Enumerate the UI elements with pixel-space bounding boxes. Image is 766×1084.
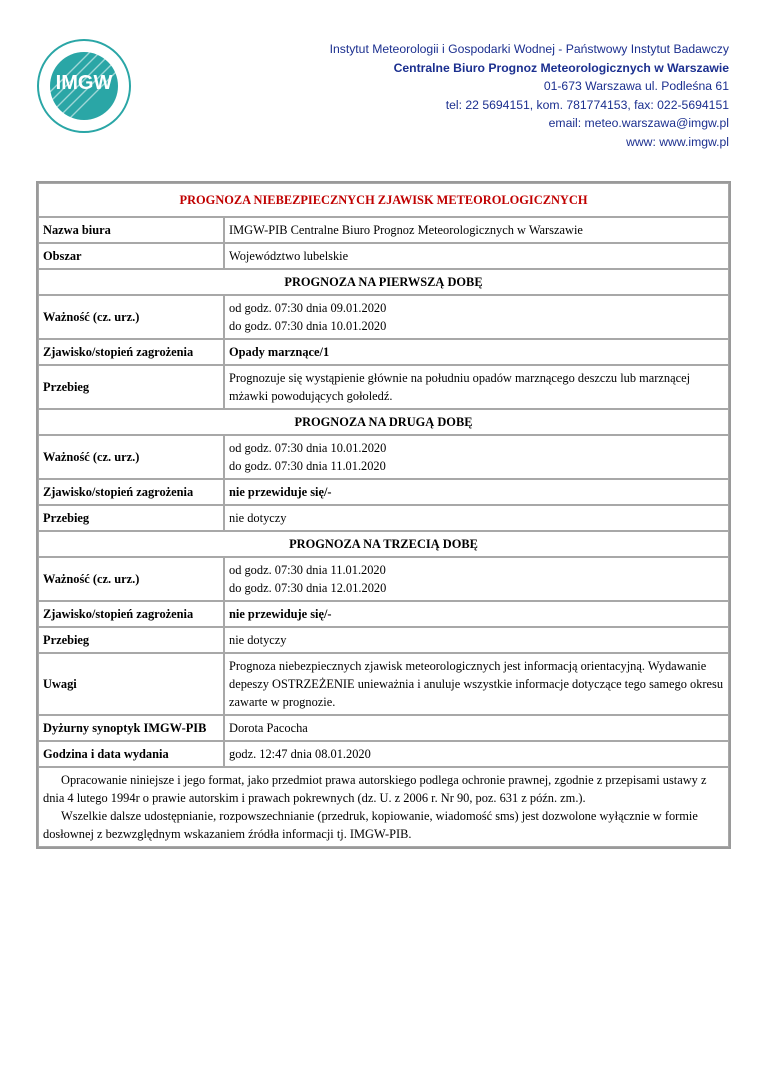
day2-validity-value xyxy=(224,435,729,479)
area-label: Obszar xyxy=(38,243,224,269)
day2-heading: PROGNOZA NA DRUGĄ DOBĘ xyxy=(38,409,729,435)
day1-course-label: Przebieg xyxy=(38,365,224,409)
day3-validity-from: od godz. 07:30 dnia 11.01.2020 xyxy=(229,563,386,577)
imgw-logo xyxy=(36,38,132,134)
issued-label: Godzina i data wydania xyxy=(38,741,224,767)
day1-heading: PROGNOZA NA PIERWSZĄ DOBĘ xyxy=(38,269,729,295)
issued-value: godz. 12:47 dnia 08.01.2020 xyxy=(224,741,729,767)
day1-validity-label: Ważność (cz. urz.) xyxy=(38,295,224,339)
synoptic-label: Dyżurny synoptyk IMGW-PIB xyxy=(38,715,224,741)
institute-header xyxy=(330,40,729,152)
document-title: PROGNOZA NIEBEZPIECZNYCH ZJAWISK METEOROLOGICZNYCH xyxy=(38,183,729,217)
day1-validity-to: do godz. 07:30 dnia 10.01.2020 xyxy=(229,319,387,333)
forecast-table xyxy=(36,181,731,849)
day3-course-value: nie dotyczy xyxy=(224,627,729,653)
day1-phenomenon-value: Opady marznące/1 xyxy=(224,339,729,365)
synoptic-value: Dorota Pacocha xyxy=(224,715,729,741)
email[interactable]: email: meteo.warszawa@imgw.pl xyxy=(548,116,729,131)
day2-phenomenon-label: Zjawisko/stopień zagrożenia xyxy=(38,479,224,505)
day2-validity-label: Ważność (cz. urz.) xyxy=(38,435,224,479)
day1-validity-from: od godz. 07:30 dnia 09.01.2020 xyxy=(229,301,387,315)
phone: tel: 22 5694151, kom. 781774153, fax: 022-5694151 xyxy=(445,97,729,112)
remarks-label: Uwagi xyxy=(38,653,224,715)
day3-phenomenon-label: Zjawisko/stopień zagrożenia xyxy=(38,601,224,627)
day1-course-value: Prognozuje się wystąpienie głównie na południu opadów marznącego deszczu lub marznącej mżawki powodujących gołoledź. xyxy=(224,365,729,409)
day3-validity-label: Ważność (cz. urz.) xyxy=(38,557,224,601)
office-name: Centralne Biuro Prognoz Meteorologicznych w Warszawie xyxy=(393,60,729,75)
day1-validity-value xyxy=(224,295,729,339)
office-label: Nazwa biura xyxy=(38,217,224,243)
day2-course-value: nie dotyczy xyxy=(224,505,729,531)
copyright-note xyxy=(38,767,729,847)
day2-course-label: Przebieg xyxy=(38,505,224,531)
address: 01-673 Warszawa ul. Podleśna 61 xyxy=(543,79,729,94)
day3-validity-value xyxy=(224,557,729,601)
remarks-value: Prognoza niebezpiecznych zjawisk meteorologicznych jest informacją orientacyjną. Wydawanie depeszy OSTRZEŻENIE unieważnia i anuluje wszystkie informacje dotyczące tego samego okresu zawarte w prognozie. xyxy=(224,653,729,715)
logo-text: IMGW xyxy=(55,72,113,94)
institute-name: Instytut Meteorologii i Gospodarki Wodnej - Państwowy Instytut Badawczy xyxy=(329,42,729,56)
website[interactable]: www: www.imgw.pl xyxy=(626,134,729,149)
day3-course-label: Przebieg xyxy=(38,627,224,653)
day3-validity-to: do godz. 07:30 dnia 12.01.2020 xyxy=(229,581,387,595)
day3-heading: PROGNOZA NA TRZECIĄ DOBĘ xyxy=(38,531,729,557)
copyright-paragraph-2: Wszelkie dalsze udostępnianie, rozpowszechnianie (przedruk, kopiowanie, wiadomość sms) jest dozwolone wyłącznie w formie dosłownej z bezwzględnym wskazaniem źródła informacji tj. IMGW-PIB. xyxy=(43,809,698,841)
area-value: Województwo lubelskie xyxy=(224,243,729,269)
day1-phenomenon-label: Zjawisko/stopień zagrożenia xyxy=(38,339,224,365)
office-value: IMGW-PIB Centralne Biuro Prognoz Meteorologicznych w Warszawie xyxy=(224,217,729,243)
day2-phenomenon-value: nie przewiduje się/- xyxy=(224,479,729,505)
copyright-paragraph-1: Opracowanie niniejsze i jego format, jako przedmiot prawa autorskiego podlega ochronie prawnej, zgodnie z przepisami ustawy z dnia 4 lutego 1994r o prawie autorskim i prawach pokrewnych (dz. U. z 2006 r. Nr 90, poz. 631 z późn. zm.). xyxy=(43,773,707,805)
day3-phenomenon-value: nie przewiduje się/- xyxy=(224,601,729,627)
day2-validity-from: od godz. 07:30 dnia 10.01.2020 xyxy=(229,441,387,455)
day2-validity-to: do godz. 07:30 dnia 11.01.2020 xyxy=(229,459,386,473)
